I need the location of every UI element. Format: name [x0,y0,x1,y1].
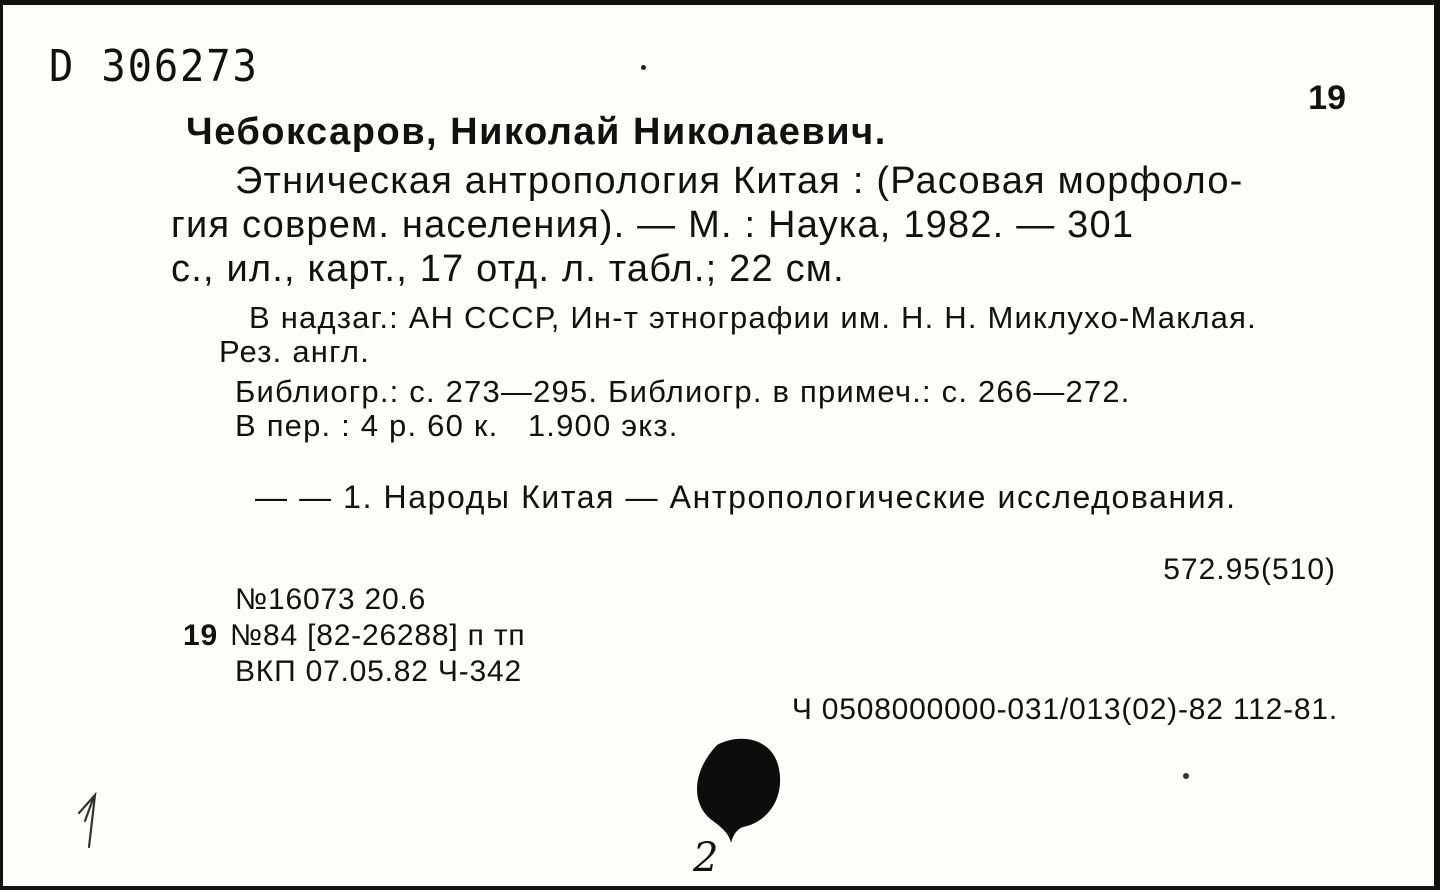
description-line-2 [171,203,1349,247]
ink-speck [641,65,646,70]
tech-line-2-text: №84 [82-26288] п тп [229,619,526,652]
pencil-mark-label: 1 [71,791,72,792]
ink-speck [1183,773,1189,779]
desc-word: Наука, [768,204,892,246]
corner-number: 19 [1308,79,1346,117]
title-description [171,159,1351,291]
desc-word: — [637,204,677,246]
tech-line-2 [183,619,525,653]
desc-word: гия соврем. [171,204,391,246]
desc-word: населения). [401,204,626,246]
desc-word: 301 [1067,204,1135,246]
ink-blot-stamp [687,723,787,873]
tech-line-3: ВКП 07.05.82 Ч-342 [235,655,522,688]
note-price: В пер. : 4 р. 60 к. 1.900 экз. [235,408,679,443]
note-header-line2: Рез. англ. [219,334,371,369]
publication-code: Ч 0508000000-031/013(02)-82 112-81. [791,693,1338,726]
inventory-number: D 306273 [49,41,259,92]
pencil-mark [71,791,111,851]
author-heading: Чебоксаров, Николай Николаевич. [186,111,887,153]
desc-word: — [1016,204,1056,246]
note-bibliography: Библиогр.: с. 273—295. Библиогр. в примеч.: с. 266—272. [235,374,1131,409]
udc-code: 572.95(510) [1163,553,1336,586]
description-line-1: Этническая антропология Китая : (Расовая морфоло- [235,160,1244,202]
desc-word: М. [688,204,733,246]
tech-line-1: №16073 20.6 [235,583,427,616]
desc-word: : [744,204,757,246]
desc-word: 1982. [903,204,1005,246]
note-header-line1: В надзаг.: АН СССР, Ин-т этнографии им. Н. Н. Миклухо-Маклая. [249,300,1257,335]
tech-line-2-number: 19 [183,619,218,652]
description-line-3: с., ил., карт., 17 отд. л. табл.; 22 см. [171,248,845,290]
stamp-mark: 2 [693,835,719,873]
subject-heading: — — 1. Народы Китая — Антропологические исследования. [255,479,1237,515]
